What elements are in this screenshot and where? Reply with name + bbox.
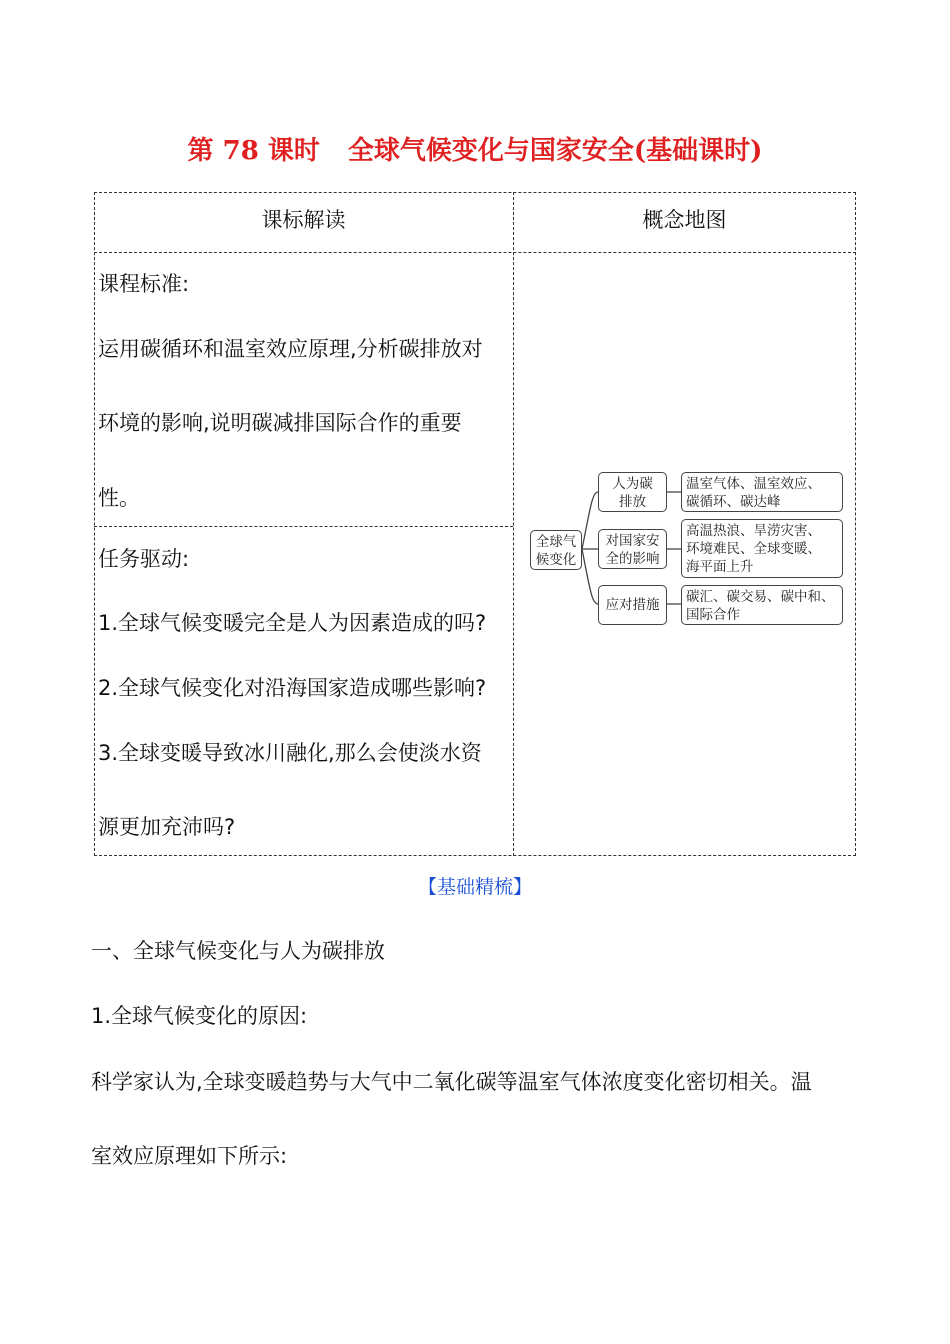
concept-detail-security bbox=[681, 519, 843, 578]
branch-label-line: 应对措施 bbox=[605, 597, 660, 613]
subsection-heading: 1.全球气候变化的原因: bbox=[91, 1004, 308, 1028]
section-heading: 一、全球气候变化与人为碳排放 bbox=[91, 939, 385, 963]
concept-branch-emission bbox=[598, 472, 667, 512]
standard-label: 课程标准: bbox=[98, 272, 190, 296]
detail-line: 碳汇、碳交易、碳中和、 bbox=[686, 589, 835, 605]
root-label-line: 全球气 bbox=[535, 534, 577, 550]
detail-line: 海平面上升 bbox=[686, 559, 754, 575]
section-tag-basics: 【基础精梳】 bbox=[417, 876, 532, 898]
task-label: 任务驱动: bbox=[98, 547, 190, 571]
concept-branch-security bbox=[598, 529, 667, 569]
concept-root-node bbox=[530, 530, 582, 570]
body-paragraph-line: 室效应原理如下所示: bbox=[91, 1144, 288, 1168]
task-line: 2.全球气候变化对沿海国家造成哪些影响? bbox=[98, 676, 487, 700]
standard-line: 环境的影响,说明碳减排国际合作的重要 bbox=[98, 411, 462, 435]
branch-label-line: 排放 bbox=[619, 494, 646, 510]
branch-label-line: 人为碳 bbox=[612, 476, 653, 492]
task-line: 源更加充沛吗? bbox=[98, 815, 236, 839]
standard-line: 运用碳循环和温室效应原理,分析碳排放对 bbox=[98, 337, 483, 361]
concept-detail-measures bbox=[681, 585, 843, 625]
concept-branch-measures bbox=[598, 585, 667, 625]
header-concept-map: 概念地图 bbox=[642, 208, 727, 232]
detail-line: 环境难民、全球变暖、 bbox=[686, 541, 821, 557]
lesson-topic: 全球气候变化与国家安全(基础课时) bbox=[347, 136, 763, 166]
branch-label-line: 对国家安 bbox=[605, 533, 660, 549]
detail-line: 温室气体、温室效应、 bbox=[686, 476, 821, 492]
detail-line: 国际合作 bbox=[686, 607, 740, 623]
body-paragraph-line: 科学家认为,全球变暖趋势与大气中二氧化碳等温室气体浓度变化密切相关。温 bbox=[91, 1070, 812, 1094]
detail-line: 高温热浪、旱涝灾害、 bbox=[686, 523, 821, 539]
root-label-line: 候变化 bbox=[535, 552, 577, 568]
task-line: 3.全球变暖导致冰川融化,那么会使淡水资 bbox=[98, 741, 482, 765]
concept-detail-emission bbox=[681, 472, 843, 512]
detail-line: 碳循环、碳达峰 bbox=[686, 494, 781, 510]
standard-line: 性。 bbox=[98, 486, 140, 510]
branch-label-line: 全的影响 bbox=[605, 551, 660, 567]
header-curriculum-reading: 课标解读 bbox=[261, 208, 346, 232]
task-line: 1.全球气候变暖完全是人为因素造成的吗? bbox=[98, 611, 487, 635]
lesson-number: 第 78 课时 bbox=[187, 136, 320, 166]
